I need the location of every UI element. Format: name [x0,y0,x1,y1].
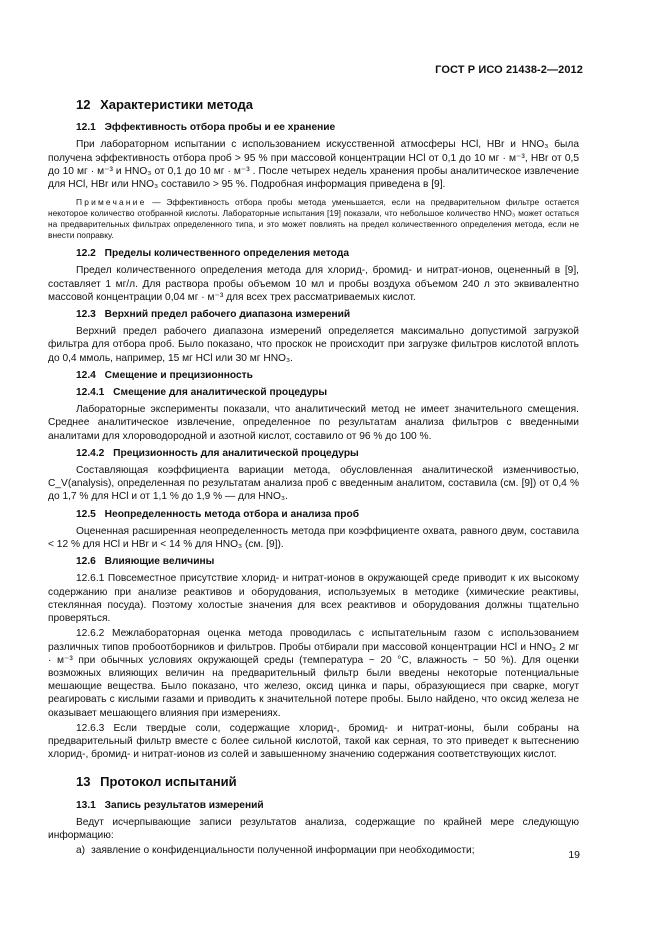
paragraph: Предел количественного определения метода для хлорид-, бромид- и нитрат-ионов, оцененный в [9], составляет 1 мг/л. Для раствора пробы объемом 10 мл и пробы воздуха объемом 240 л это эквивалентно массовой концентрации 0,04 мг · м⁻³ для всех трех рассматриваемых кислот. [48,265,579,303]
subsection-number: 13.1 [76,799,96,811]
section-number: 12 [76,97,91,112]
subsection-12-4-heading [76,369,579,382]
paragraph: Ведут исчерпывающие записи результатов анализа, содержащие по крайней мере следующую информацию: [48,816,579,841]
note [48,197,579,241]
paragraph: 12.6.1 Повсеместное присутствие хлорид- и нитрат-ионов в окружающей среде приводит к их высокому содержанию при анализе реактивов и оборудования, используемых в методике (химические реактивы, стеклянная посуда). Поэтому холостые значения для всех реактивов и оборудования должны тщательно проверяться. [48,573,579,625]
subsection-number: 12.4.1 [76,387,105,399]
subsection-12-3-heading [76,308,579,321]
note-text: — Эффективность отбора пробы метода уменьшается, если на предварительном фильтре остается некоторое количество отобранной кислоты. Лабораторные испытания [19] показали, что небольшое количество HNO₃ может остаться на предварительных фильтрах определенного типа, и это может повлиять на предел количественного определения метода, если не внести поправку. [48,197,579,241]
subsection-number: 12.3 [76,309,96,321]
subsection-title: Верхний предел рабочего диапазона измерений [104,309,351,321]
subsection-number: 12.4.2 [76,447,105,459]
paragraph: Оцененная расширенная неопределенность метода при коэффициенте охвата, равного двум, составила < 12 % для HCl и HBr и < 14 % для HNO₃ (см. [9]). [48,525,579,551]
subsection-title: Эффективность отбора пробы и ее хранение [104,122,336,134]
section-number: 13 [76,774,91,790]
section-title: Характеристики метода [100,97,254,112]
subsection-title: Влияющие величины [104,556,215,568]
section-title: Протокол испытаний [100,774,237,790]
subsection-number: 12.1 [76,122,96,134]
list-item-text: заявление о конфиденциальности полученной информации при необходимости; [91,845,475,857]
subsection-number: 12.5 [76,508,96,520]
subsection-title: Неопределенность метода отбора и анализа проб [104,508,360,520]
paragraph: 12.6.2 Межлабораторная оценка метода проводилась с испытательным газом с использованием различных типов пробоотборников и фильтров. Пробы отбирали при массовой концентрации HCl и HNO₃ 2 мг · м⁻³ при обычных условиях окружающей среды (температура ~ 20 °С, влажность ~ 50 %). Для оценки возможных влияющих величин на предварительный фильтр были введены некоторые потенциальные мешающие вещества. Было показано, что железо, оксид цинка и пары, образующиеся при сварке, могут реагировать с кислыми газами и приводить к значительной потере пробы. Было найдено, что оксид железа не оказывает мешающего влияния при измерениях. [48,628,579,719]
list-item [76,844,579,857]
subsection-title: Смещение и прецизионность [104,369,253,381]
subsection-13-1-heading [76,799,579,812]
note-label: Примечание [76,197,147,208]
subsection-number: 12.2 [76,248,96,260]
paragraph: 12.6.3 Если твердые соли, содержащие хлорид-, бромид- и нитрат-ионы, были собраны на предварительный фильтр вместе с более сильной кислотой, такой как серная, то это приведет к вытеснению хлорид-, бромид- и нитрат-ионов из солей и завышенному значению содержания соответствующих кислот. [48,722,579,761]
paragraph: Составляющая коэффициента вариации метода, обусловленная аналитической изменчивостью, C_V(analysis), определенная по результатам анализа проб с введенным аналитом, составила (см. [9]) от 0,4 % до 1,7 % для HCl и от 1,1 % до 1,9 % — для HNO₃. [48,465,579,503]
subsection-title: Смещение для аналитической процедуры [113,387,328,399]
list-item-marker: а) [76,845,86,857]
document-code-header: ГОСТ Р ИСО 21438-2—2012 [435,64,583,76]
page-content [48,92,579,859]
paragraph: При лабораторном испытании с использованием искусственной атмосферы HCl, HBr и HNO₃ была получена эффективность отбора проб > 95 % при массовой концентрации HCl от 0,1 до 10 мг · м⁻³, HBr от 0,5 до 10 мг · м⁻³ и HNO₃ от 0,1 до 10 мг · м⁻³ . После четырех недель хранения пробы аналитическое извлечение для HCl, HBr или HNO₃ составило > 95 %. Подробная информация приведена в [9]. [48,139,579,191]
subsection-number: 12.4 [76,369,96,381]
paragraph: Верхний предел рабочего диапазона измерений определяется максимально допустимой загрузкой фильтра для отбора проб. Было показано, что проскок не происходит при загрузке фильтров кислотой вплоть до 0,4 ммоль, например, 15 мг HCl или 30 мг HNO₃. [48,326,579,364]
section-13-heading [76,775,579,788]
subsection-12-2-heading [76,247,579,260]
subsection-12-1-heading [76,121,579,134]
subsection-title: Прецизионность для аналитической процедуры [113,447,359,459]
subsection-12-4-1-heading [76,386,579,399]
subsection-12-6-heading [76,555,579,568]
subsection-title: Пределы количественного определения метода [104,248,350,260]
paragraph: Лабораторные эксперименты показали, что аналитический метод не имеет значительного смещения. Среднее аналитическое извлечение, определенное по результатам анализа фильтров с введенными аналитами для хлороводородной и азотной кислот, составило от 96 % до 100 %. [48,404,579,442]
subsection-number: 12.6 [76,556,96,568]
page-number: 19 [568,849,580,861]
subsection-12-4-2-heading [76,447,579,460]
section-12-heading [76,98,579,111]
subsection-title: Запись результатов измерений [104,799,264,811]
subsection-12-5-heading [76,508,579,521]
